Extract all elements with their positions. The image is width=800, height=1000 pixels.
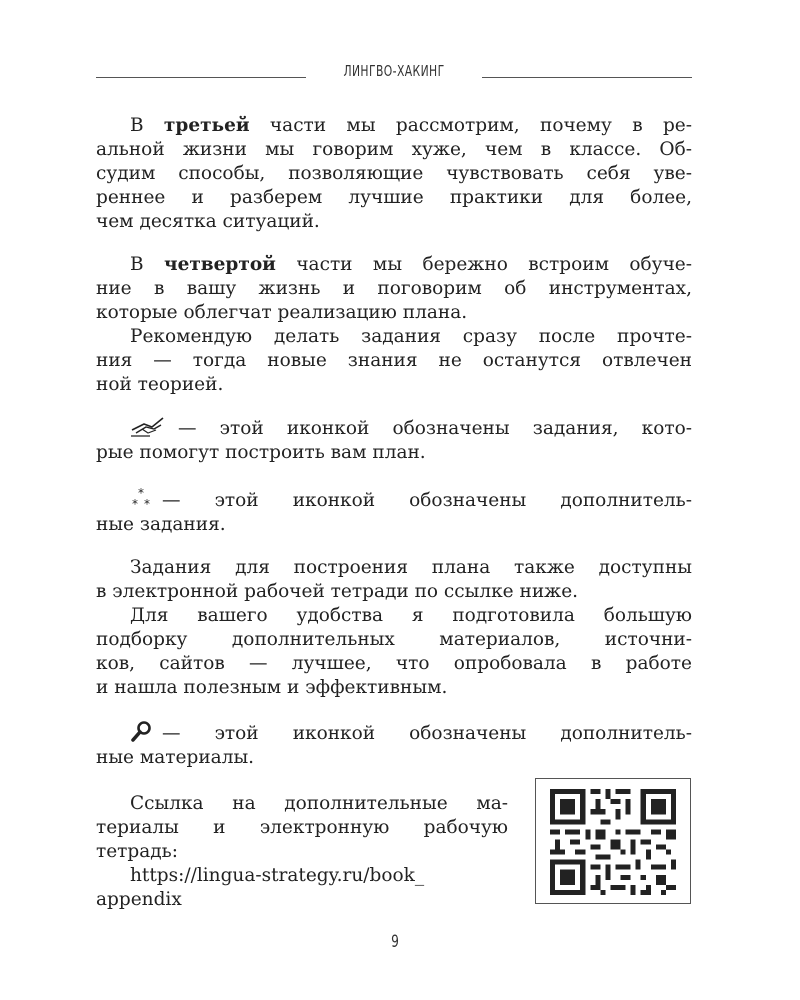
text-line: * * * — этой иконкой обозначены дополнитель-: [132, 487, 692, 511]
text-line: реннее и разберем лучшие практики для более,: [96, 187, 692, 208]
text-line: — этой иконкой обозначены дополнитель-: [96, 720, 692, 746]
svg-text:*: *: [144, 497, 150, 509]
text-line: — этой иконкой обозначены задания, кото-: [96, 415, 692, 441]
asterism-icon: [130, 487, 152, 509]
text-line: териалы и электронную рабочую: [96, 817, 508, 838]
text-line: Задания для построения плана также доступны: [130, 557, 692, 578]
text-line: ния — тогда новые знания не останутся отвлечен: [96, 350, 692, 371]
text-line: альной жизни мы говорим хуже, чем в классе. Об-: [96, 139, 692, 160]
text-line: рые помогут построить вам план.: [96, 442, 426, 463]
legend-extra-tasks: [96, 487, 692, 537]
text-line: Рекомендую делать задания сразу после прочте-: [130, 326, 692, 347]
text-line: чем десятка ситуаций.: [96, 211, 320, 232]
qr-code-frame: [535, 778, 691, 904]
link-block: [96, 792, 508, 912]
paragraph-workbook: [96, 556, 692, 700]
text-line: судим способы, позволяющие чувствовать себя уве-: [96, 163, 692, 184]
paragraph-part4: [96, 253, 692, 397]
text-line: тетрадь:: [96, 841, 178, 862]
appendix-link-continued[interactable]: appendix: [96, 889, 182, 910]
text-line: ной теорией.: [96, 374, 224, 395]
text-line: Для вашего удобства я подготовила большую: [130, 605, 692, 626]
text-line: подборку дополнительных материалов, источни-: [96, 629, 692, 650]
emphasis-third: третьей: [163, 115, 250, 136]
svg-text:*: *: [132, 497, 138, 509]
text-line: ные материалы.: [96, 747, 255, 768]
page-number: 9: [391, 932, 399, 952]
emphasis-fourth: четвертой: [164, 254, 276, 275]
header-title: ЛИНГВО-ХАКИНГ: [343, 62, 445, 80]
magnifier-icon: [130, 720, 152, 742]
text-line: В третьей части мы рассмотрим, почему в ре-: [130, 115, 692, 136]
text-line: которые облегчат реализацию плана.: [96, 302, 468, 323]
text-line: и нашла полезным и эффективным.: [96, 677, 448, 698]
text-line: ков, сайтов — лучшее, что опробовала в работе: [96, 653, 692, 674]
text-line: ние в вашу жизнь и поговорим об инструментах,: [96, 278, 692, 299]
legend-materials: [96, 720, 692, 770]
paragraph-part3: [96, 114, 692, 234]
appendix-link[interactable]: https://lingua-strategy.ru/book_: [130, 865, 425, 886]
text-line: ные задания.: [96, 514, 226, 535]
running-header: [96, 62, 692, 86]
text-line: В четвертой части мы бережно встроим обуче-: [130, 254, 692, 275]
text-line: в электронной рабочей тетради по ссылке ниже.: [96, 581, 579, 602]
legend-tasks: [96, 415, 692, 465]
qr-code[interactable]: [550, 787, 676, 897]
svg-text:*: *: [138, 487, 144, 500]
text-line: Ссылка на дополнительные ма-: [130, 793, 508, 814]
writing-hand-icon: [130, 415, 166, 437]
header-rule-right: [482, 77, 692, 78]
